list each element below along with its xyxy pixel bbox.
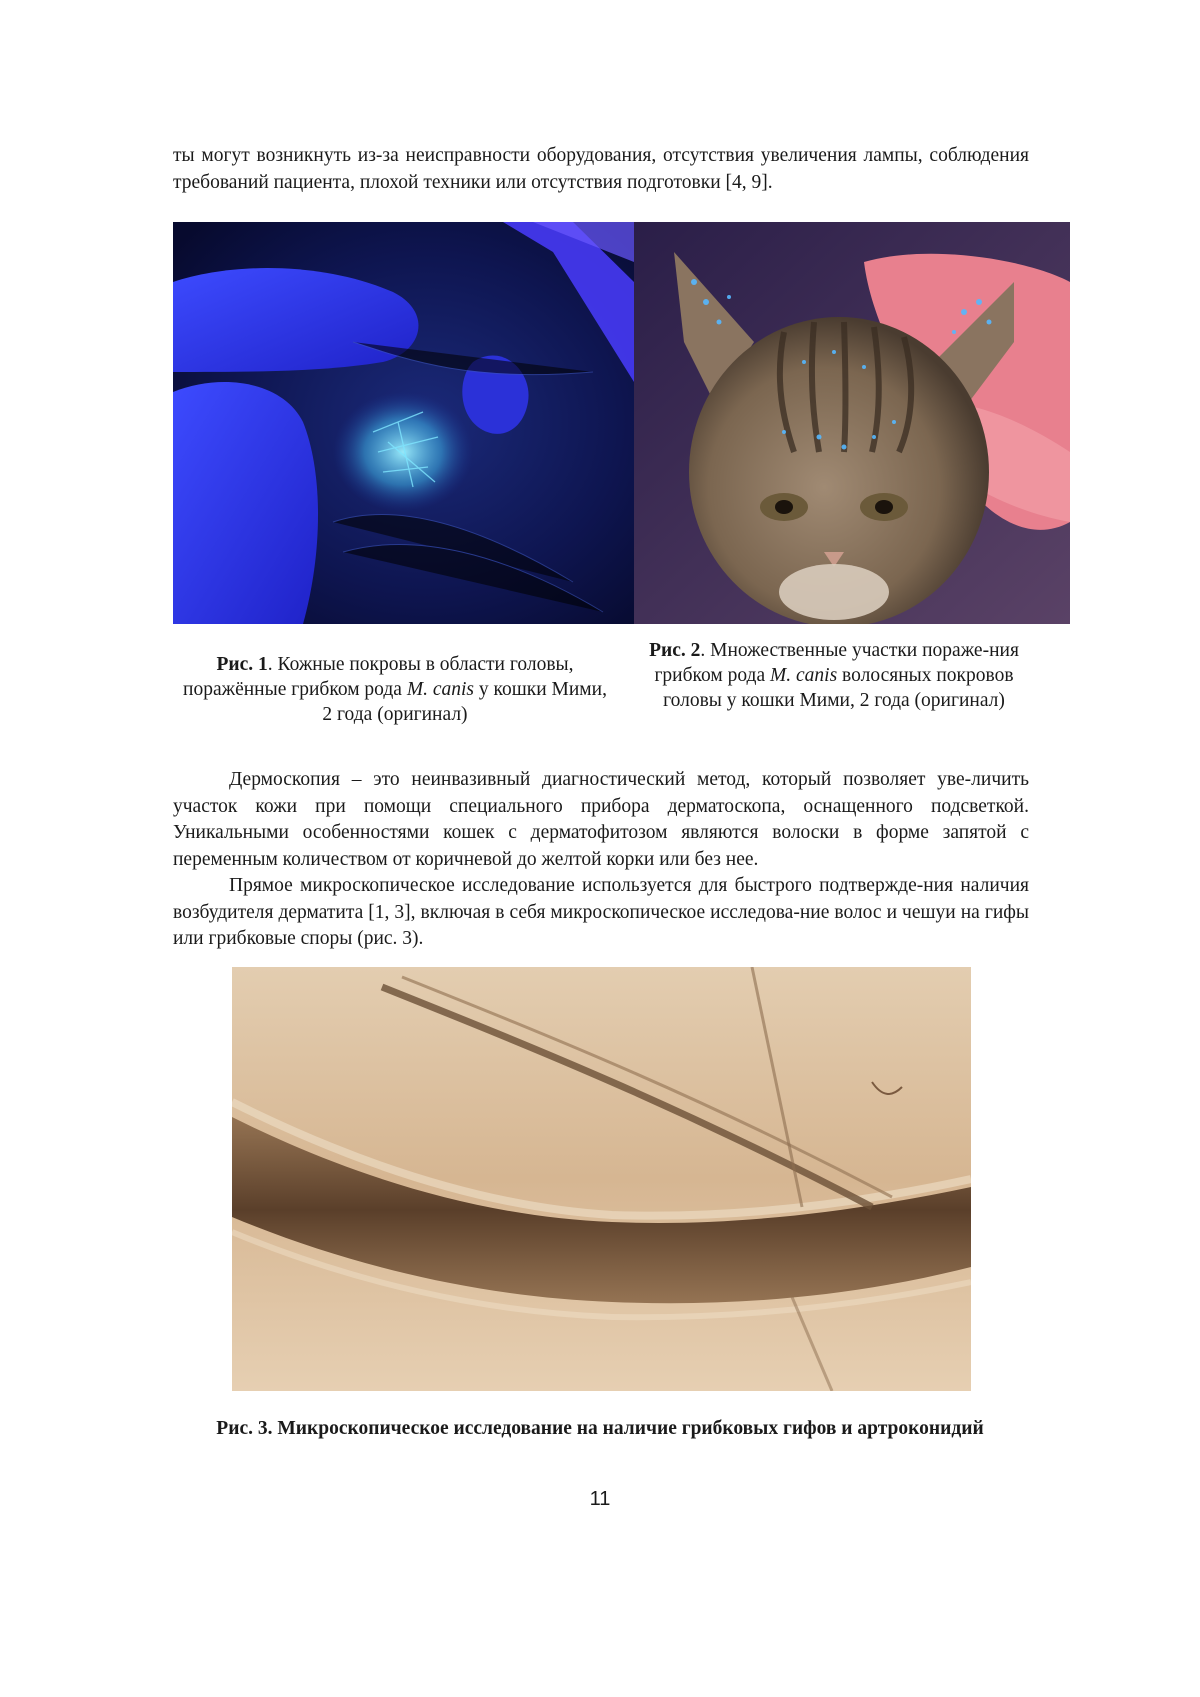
figure-3-photo	[232, 967, 971, 1391]
figure-3-caption: Рис. 3. Микроскопическое исследование на наличие грибковых гифов и артроконидий	[216, 1418, 984, 1439]
dermoscopy-paragraph: Дермоскопия – это неинвазивный диагностический метод, который позволяет уве-личить участок кожи при помощи специального прибора дерматоскопа, оснащенного подсветкой. Уникальными особенностями кошек с дерматофитозом являются волоски в форме запятой с переменным количеством от коричневой до желтой корки или без нее.	[173, 769, 1029, 870]
figure-1-caption	[180, 652, 610, 727]
page-number: 11	[589, 1488, 611, 1510]
figure-2-text: . Множественные участки пораже-ния грибком рода	[654, 640, 1019, 686]
figure-1-species: M. canis	[406, 679, 474, 700]
figure-1-text-end: у кошки Мими, 2 года (оригинал)	[322, 679, 607, 725]
figure-2-label: Рис. 2	[649, 640, 701, 661]
cat-uv-image	[634, 222, 1070, 624]
figure-1-label: Рис. 1	[216, 654, 268, 675]
microscopy-paragraph: Прямое микроскопическое исследование используется для быстрого подтвержде-ния наличия возбудителя дерматита [1, 3], включая в себя микроскопическое исследова-ние волос и чешуи на гифы или грибковые споры (рис. 3).	[173, 875, 1029, 949]
top-paragraph: ты могут возникнуть из-за неисправности оборудования, отсутствия увеличения лампы, соблюдения требований пациента, плохой техники или отсутствия подготовки [4, 9].	[173, 145, 1029, 193]
figure-1-photo	[173, 222, 634, 624]
figure-2-photo	[634, 222, 1070, 624]
figure-1-text: . Кожные покровы в области головы, поражённые грибком рода	[183, 654, 574, 700]
figure-2-text-end: волосяных покровов головы у кошки Мими, 2 года (оригинал)	[663, 665, 1014, 711]
figure-2-caption	[634, 638, 1034, 713]
microscope-image	[232, 967, 971, 1391]
figure-2-species: M. canis	[770, 665, 838, 686]
uv-fluorescence-image	[173, 222, 634, 624]
